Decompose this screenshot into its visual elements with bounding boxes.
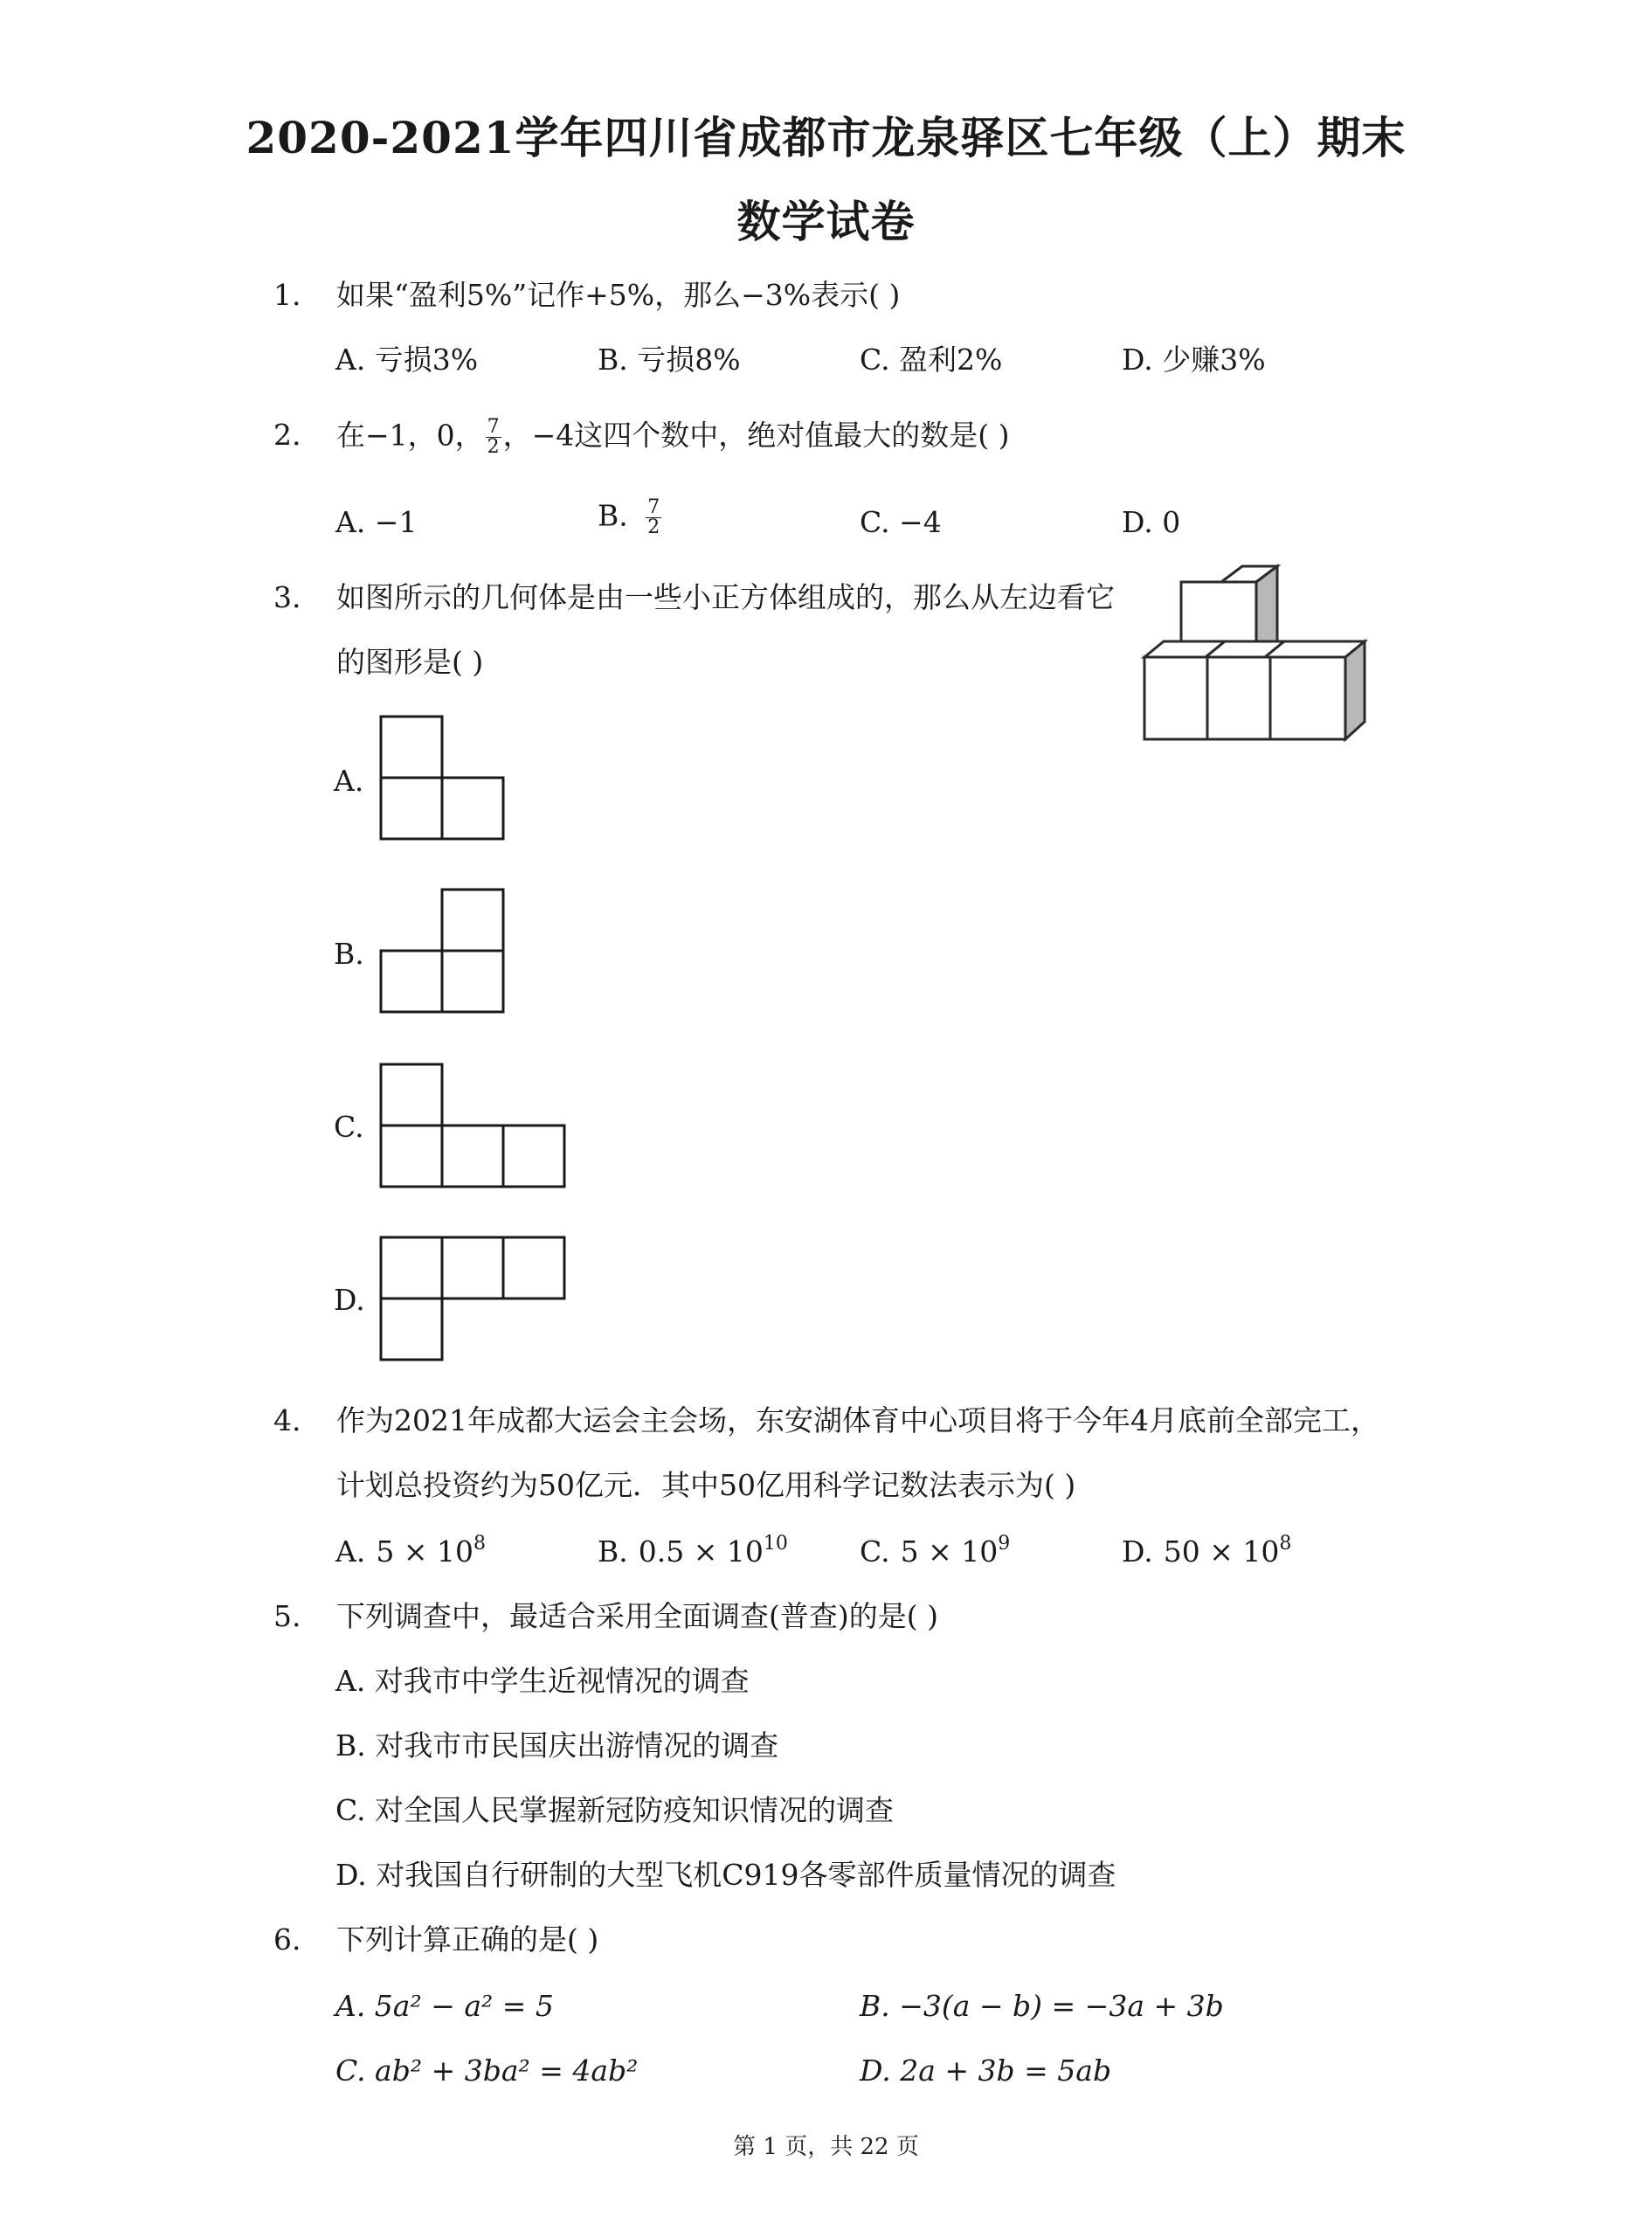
q5-option-b: B. 对我市市民国庆出游情况的调查 xyxy=(335,1728,779,1763)
option-exponent: 10 xyxy=(763,1533,788,1555)
q4-option-d xyxy=(1122,1534,1291,1569)
exam-title-line2: 数学试卷 xyxy=(736,196,916,247)
option-exponent: 8 xyxy=(473,1533,486,1555)
q1-option-d: D. 少赚3% xyxy=(1122,343,1266,377)
option-exponent: 8 xyxy=(1279,1533,1292,1555)
q2-option-d: D. 0 xyxy=(1122,505,1181,539)
question-text: 如果“盈利5%”记作+5%，那么−3%表示( ) xyxy=(336,278,901,312)
option-exponent: 9 xyxy=(998,1533,1011,1555)
q3-option-b-figure xyxy=(379,888,510,1019)
option-label: C. xyxy=(860,1534,890,1569)
q5-option-d: D. 对我国自行研制的大型飞机C919各零部件质量情况的调查 xyxy=(335,1858,1116,1892)
exam-title-line1: 2020-2021学年四川省成都市龙泉驿区七年级（上）期末 xyxy=(245,112,1407,163)
q2-option-a: A. −1 xyxy=(335,505,418,539)
question-text-line1: 作为2021年成都大运会主会场，东安湖体育中心项目将于今年4月底前全部完工， xyxy=(336,1403,1379,1437)
question-number: 2. xyxy=(273,418,301,452)
page-footer: 第 1 页，共 22 页 xyxy=(733,2134,919,2160)
q3-option-c-figure xyxy=(379,1063,571,1194)
q3-option-a-label: A. xyxy=(334,764,364,798)
option-base: 5 × 10 xyxy=(376,1534,473,1569)
option-label: D. xyxy=(1122,1534,1153,1569)
fraction xyxy=(646,498,661,537)
question-number: 3. xyxy=(273,580,301,614)
cube-solid-figure xyxy=(1136,559,1380,751)
fraction-numerator: 7 xyxy=(487,416,500,438)
q3-option-b-label: B. xyxy=(334,937,364,971)
q5-option-a: A. 对我市中学生近视情况的调查 xyxy=(335,1664,750,1698)
question-text: 下列调查中，最适合采用全面调查(普查)的是( ) xyxy=(336,1599,938,1633)
q4-option-b xyxy=(598,1534,788,1569)
question-number: 1. xyxy=(273,278,301,312)
q3-option-d-label: D. xyxy=(334,1283,365,1317)
question-text xyxy=(336,418,1010,457)
option-label: A. xyxy=(335,1534,366,1569)
option-base: 50 × 10 xyxy=(1163,1534,1280,1569)
question-text-a: 在−1，0， xyxy=(336,418,484,453)
q2-option-b xyxy=(598,498,663,537)
q6-option-a: A. 5a² − a² = 5 xyxy=(335,1989,554,2023)
q4-option-a xyxy=(335,1534,486,1569)
q1-option-a: A. 亏损3% xyxy=(335,343,479,377)
question-text-line1: 如图所示的几何体是由一些小正方体组成的，那么从左边看它 xyxy=(336,580,1115,614)
q1-option-c: C. 盈利2% xyxy=(860,343,1003,377)
question-text-b: ，−4这四个数中，绝对值最大的数是( ) xyxy=(502,418,1010,453)
q3-option-d-figure xyxy=(379,1236,571,1367)
q6-option-d: D. 2a + 3b = 5ab xyxy=(860,2053,1112,2088)
question-number: 6. xyxy=(273,1922,301,1957)
question-4-line2: 计划总投资约为50亿元．其中50亿用科学记数法表示为( ) xyxy=(336,1468,1076,1502)
fraction-denominator: 2 xyxy=(647,516,660,538)
q3-option-c-label: C. xyxy=(334,1110,364,1144)
question-3-line2: 的图形是( ) xyxy=(336,645,484,679)
q4-option-c xyxy=(860,1534,1010,1569)
q3-option-a-figure xyxy=(379,715,510,846)
q1-option-b: B. 亏损8% xyxy=(598,343,741,377)
option-label: B. xyxy=(598,1534,628,1569)
q2-option-c: C. −4 xyxy=(860,505,942,539)
option-label: B. xyxy=(598,498,628,533)
fraction-numerator: 7 xyxy=(647,496,660,518)
fraction-denominator: 2 xyxy=(487,436,500,458)
question-number: 5. xyxy=(273,1599,301,1633)
q6-option-b: B. −3(a − b) = −3a + 3b xyxy=(860,1989,1224,2023)
question-number: 4. xyxy=(273,1403,301,1437)
question-text: 下列计算正确的是( ) xyxy=(336,1922,599,1957)
q6-option-c: C. ab² + 3ba² = 4ab² xyxy=(335,2053,639,2088)
option-base: 5 × 10 xyxy=(900,1534,999,1569)
q5-option-c: C. 对全国人民掌握新冠防疫知识情况的调查 xyxy=(335,1793,895,1827)
option-base: 0.5 × 10 xyxy=(638,1534,764,1569)
fraction xyxy=(486,418,501,457)
